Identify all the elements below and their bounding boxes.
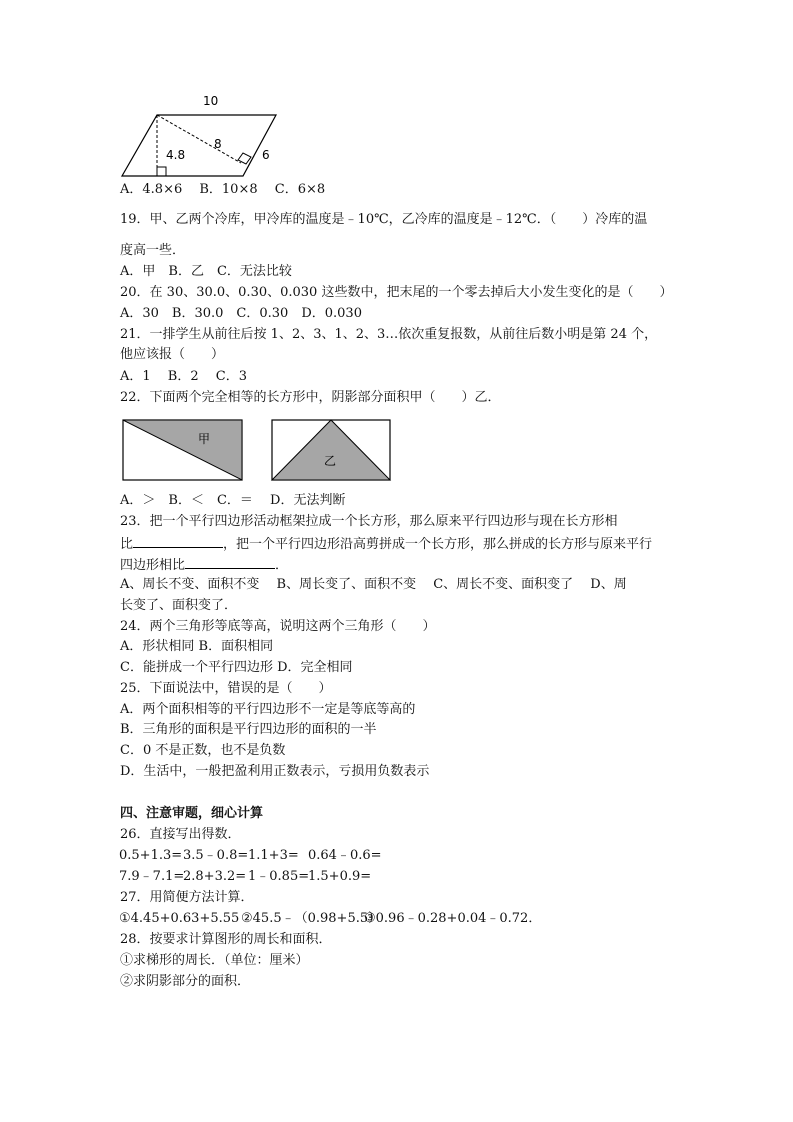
label-side: 6 [262, 148, 270, 162]
q21-text-cont: 他应该报（ ） [120, 347, 225, 362]
rectangle-jia-figure [123, 420, 242, 480]
q26-item: 1.1+3= [248, 848, 299, 863]
q27-text: 27．用简便方法计算． [120, 890, 254, 905]
q23-text-3 [120, 555, 288, 575]
q23-text: 23．把一个平行四边形活动框架拉成一个长方形，那么原来平行四边形与现在长方形相 [120, 514, 618, 529]
label-yi: 乙 [324, 454, 337, 468]
q27-item: ①4.45+0.63+5.55 [119, 911, 240, 926]
q19-text-cont: 度高一些． [120, 243, 186, 258]
q25-option-d: D．生活中，一般把盈利用正数表示，亏损用负数表示 [120, 764, 430, 779]
q25-option-c: C．0 不是正数，也不是负数 [120, 743, 286, 758]
q21-options: A．1 B．2 C．3 [120, 369, 247, 384]
section-title: 四、注意审题，细心计算 [120, 806, 264, 821]
rectangle-yi-figure [272, 420, 390, 480]
q28-item-1: ①求梯形的周长．（单位：厘米） [120, 953, 309, 968]
q26-item: 1﹣0.85= [248, 869, 310, 884]
q27-item: ③0.96﹣0.28+0.04﹣0.72． [364, 911, 542, 926]
q23-text-3b: ． [275, 558, 289, 573]
q26-item: 1.5+0.9= [308, 869, 372, 884]
q26-item: 0.64﹣0.6= [308, 848, 382, 863]
label-top: 10 [203, 94, 219, 108]
answer-blank-2[interactable] [185, 555, 275, 569]
q24-text: 24．两个三角形等底等高，说明这两个三角形（ ） [120, 619, 436, 634]
q26-item: 7.9﹣7.1= [119, 869, 185, 884]
label-jia: 甲 [198, 432, 211, 446]
label-height: 4.8 [166, 148, 186, 162]
answer-blank-1[interactable] [133, 534, 223, 548]
q25-option-b: B．三角形的面积是平行四边形的面积的一半 [120, 722, 377, 737]
figures [0, 0, 793, 500]
q25-text: 25．下面说法中，错误的是（ ） [120, 681, 332, 696]
q22-text: 22．下面两个完全相等的长方形中，阴影部分面积甲（ ）乙． [120, 390, 501, 405]
q23-options-cont: 长变了、面积变了． [120, 598, 238, 613]
q26-item: 2.8+3.2= [183, 869, 247, 884]
q19-text: 19．甲、乙两个冷库，甲冷库的温度是﹣10℃，乙冷库的温度是﹣12℃．（ ）冷库的温 [120, 212, 648, 227]
q26-text: 26．直接写出得数． [120, 827, 241, 842]
q23-options: A、周长不变、面积不变 B、周长变了、面积不变 C、周长不变、面积变了 D、周 [120, 577, 627, 592]
q23-text-2 [120, 534, 652, 554]
q18-options: A．4.8×6 B．10×8 C．6×8 [120, 182, 326, 197]
q21-text: 21．一排学生从前往后按 1、2、3、1、2、3…依次重复报数，从前往后数小明是第 24 个， [120, 327, 658, 342]
q26-item: 3.5﹣0.8= [183, 848, 249, 863]
q28-item-2: ②求阴影部分的面积． [120, 974, 251, 989]
q25-option-a: A．两个面积相等的平行四边形不一定是等底等高的 [120, 702, 416, 717]
q24-options-1: A．形状相同 B．面积相同 [120, 639, 274, 654]
q22-options: A．＞ B．＜ C．＝ D．无法判断 [120, 493, 346, 508]
q20-text: 20．在 30、30.0、0.30、0.030 这些数中，把末尾的一个零去掉后大小发生变化的是（ ） [120, 285, 673, 300]
q28-text: 28．按要求计算图形的周长和面积． [120, 932, 332, 947]
label-diagonal: 8 [214, 137, 222, 151]
q23-text-2b: ，把一个平行四边形沿高剪拼成一个长方形，那么拼成的长方形与原来平行 [223, 537, 653, 552]
parallelogram-figure [122, 94, 276, 176]
q23-text-2a: 比 [120, 537, 134, 552]
q23-text-3a: 四边形相比 [120, 558, 186, 573]
q20-options: A．30 B．30.0 C．0.30 D．0.030 [120, 306, 362, 321]
q24-options-2: C．能拼成一个平行四边形 D．完全相同 [120, 660, 353, 675]
q27-item: ②45.5﹣（0.98+5.5） [241, 911, 382, 926]
q26-item: 0.5+1.3= [119, 848, 183, 863]
q19-options: A．甲 B．乙 C．无法比较 [120, 264, 292, 279]
